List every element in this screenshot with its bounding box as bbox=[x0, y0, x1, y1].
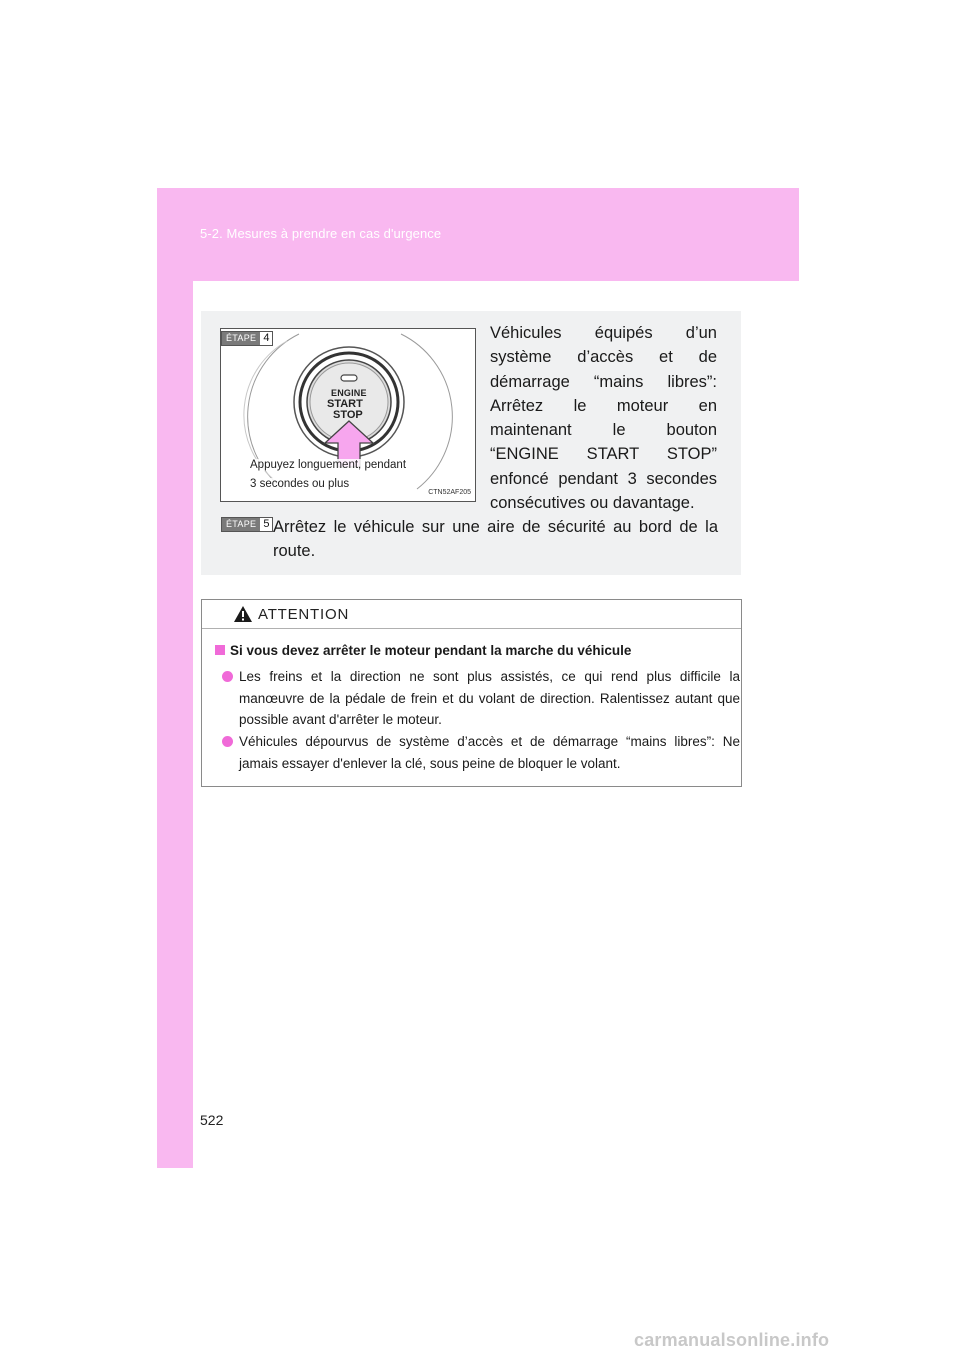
step-4-badge-label: ÉTAPE bbox=[222, 332, 260, 345]
attention-item-text: Les freins et la direction ne sont plus assistés, ce qui rend plus difficile la manœuvre de la pédale de frein et du volant de direction. Ralentissez autant que possible avant d'arrêter le moteur. bbox=[239, 669, 740, 727]
step-4-text: Véhicules équipés d’un système d’accès et de démarrage “mains libres”: Arrêtez le moteur en maintenant le bouton “ENGINE START STOP” enfoncé pendant 3 secondes consécutives ou davantage. bbox=[490, 324, 717, 513]
side-color-strip bbox=[157, 188, 193, 1168]
step-5-text: Arrêtez le véhicule sur une aire de sécurité au bord de la route. bbox=[273, 518, 718, 561]
attention-item bbox=[222, 731, 740, 774]
figure-code: CTN52AF205 bbox=[428, 489, 471, 496]
square-bullet-icon bbox=[215, 645, 225, 655]
attention-header bbox=[202, 600, 741, 629]
attention-item-text: Véhicules dépourvus de système d’accès et de démarrage “mains libres”: Ne jamais essayer d'enlever la clé, sous peine de bloquer le volant. bbox=[239, 734, 740, 771]
step-5-badge bbox=[221, 517, 273, 532]
step-5-badge-label: ÉTAPE bbox=[222, 518, 260, 531]
figure-caption-line1: Appuyez longuement, pendant bbox=[250, 459, 407, 471]
attention-box bbox=[201, 599, 742, 787]
watermark: carmanualsonline.info bbox=[634, 1330, 830, 1350]
figure-caption-line2: 3 secondes ou plus bbox=[250, 478, 350, 490]
step-4-badge bbox=[221, 331, 273, 346]
step-4-badge-number: 4 bbox=[260, 332, 272, 345]
warning-triangle-icon bbox=[233, 605, 253, 623]
round-bullet-icon bbox=[222, 736, 233, 747]
section-title: 5-2. Mesures à prendre en cas d'urgence bbox=[200, 226, 442, 241]
button-label-stop: STOP bbox=[333, 409, 363, 421]
step-5-badge-number: 5 bbox=[260, 518, 272, 531]
attention-subtitle-text: Si vous devez arrêter le moteur pendant la marche du véhicule bbox=[230, 643, 632, 658]
page-number: 522 bbox=[200, 1112, 224, 1128]
attention-subtitle bbox=[215, 643, 631, 658]
round-bullet-icon bbox=[222, 671, 233, 682]
button-label-engine: ENGINE bbox=[331, 388, 367, 398]
attention-item bbox=[222, 666, 740, 731]
button-label-start: START bbox=[327, 398, 363, 410]
engine-button-illustration bbox=[220, 328, 476, 502]
attention-title: ATTENTION bbox=[258, 606, 350, 623]
